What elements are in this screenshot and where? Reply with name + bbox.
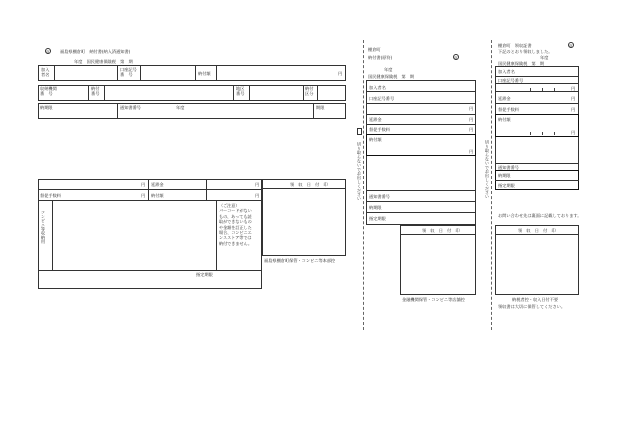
left-payment-number-label: 納付 番号 (91, 86, 100, 96)
middle-yen-3: 円 (469, 127, 474, 132)
middle-payment-amount-label: 納付額 (369, 137, 382, 142)
middle-tax-line: 国民健康保険税 第 期 (368, 74, 415, 79)
middle-town: 棚倉町 (368, 47, 381, 52)
left-account-number-label: 口座記号 番 号 (120, 67, 137, 77)
left-title: 福島県棚倉町 納付書(納入済通知書) (60, 49, 131, 54)
middle-cut-mark (357, 128, 362, 135)
middle-cut-vertical: 切り取らないでお出しください (357, 142, 362, 201)
right-seal-icon: 収 (569, 44, 573, 48)
left-due-date-label: 納期限 (40, 105, 53, 110)
right-notice-number-label: 通知書番号 (498, 165, 519, 170)
middle-ledger-stamp-box (400, 225, 476, 295)
right-supervisory-fee-label: 督促手数料 (498, 107, 519, 112)
middle-receipt-title: 納付書(原符) (368, 55, 393, 60)
middle-due-date-label: 納期限 (369, 205, 382, 210)
right-yen-4: 円 (571, 130, 576, 135)
left-row3 (38, 103, 346, 119)
left-year-label: 年度 (176, 105, 185, 110)
left-overdue-fee-label: 延滞金 (151, 182, 164, 187)
middle-account-number-label: 口座記号番号 (369, 96, 395, 101)
right-account-number-label: 口座記号番号 (498, 78, 524, 83)
left-ledger-label: 領 収 日 付 印 (290, 182, 328, 187)
left-yen-5: 円 (255, 193, 260, 198)
middle-year-line: 年度 (384, 67, 393, 72)
left-supervisory-fee-label: 督促手数料 (40, 193, 61, 198)
right-overdue-fee-label: 延滞金 (498, 96, 511, 101)
left-payment-amount-label: 納付額 (198, 71, 211, 76)
right-year: 年度 (540, 55, 549, 60)
left-footer-bank: 福島県棚倉町保管・コンビニ等本部控 (264, 258, 336, 263)
left-convenience-vertical-label: コンビニ等収納用 (41, 210, 46, 244)
middle-designated-date-label: 指定期限 (369, 216, 386, 221)
right-ledger-label: 領 収 日 付 印 (518, 228, 556, 233)
right-footer-line1: 納税者控・収入日付不要 (512, 297, 559, 302)
cut-line-left (363, 40, 364, 330)
left-designated-date-label: 指定期限 (196, 272, 213, 277)
middle-seal-icon: 収 (454, 56, 458, 60)
middle-subscriber-name-label: 加入者名 (369, 85, 386, 90)
right-payment-amount-label: 納付額 (498, 117, 511, 122)
right-footer-line2: 領収書は大切に保管してください。 (498, 304, 566, 309)
left-ledger-stamp-box (262, 179, 346, 256)
left-payment-category-label: 納付 区分 (305, 86, 314, 96)
left-total-amount-label: 納付額 (151, 193, 164, 198)
middle-yen-2: 円 (469, 117, 474, 122)
middle-notice-number-label: 通知書番号 (369, 194, 390, 199)
right-cut-vertical: 切り取らないでお出しください (485, 140, 490, 199)
left-row2 (38, 85, 346, 101)
left-yen-1: 円 (338, 71, 343, 76)
left-seal-icon: 収 (46, 50, 50, 54)
middle-overdue-fee-label: 延滞金 (369, 117, 382, 122)
left-ward-number-label: 地区 番号 (236, 86, 245, 96)
cut-line-right (491, 40, 492, 330)
left-year-line: 年度 国民健康保険税 第 期 (74, 59, 133, 64)
left-row1 (38, 65, 346, 81)
right-yen-3: 円 (571, 107, 576, 112)
left-subscriber-name-label: 加入 者名 (41, 67, 50, 77)
right-ledger-stamp-box (495, 225, 579, 295)
middle-yen-1: 円 (469, 106, 474, 111)
middle-footer: 金融機関保管・コンビニ等店舗控 (402, 297, 465, 302)
right-yen-2: 円 (571, 96, 576, 101)
middle-ledger-label: 領 収 日 付 印 (422, 228, 460, 233)
right-inquiry: お問い合わせ先は裏面に記載しております。 (498, 213, 582, 218)
left-yen-2: 円 (141, 182, 146, 187)
right-town: 棚倉町 領収証書 (498, 43, 532, 48)
left-yen-4: 円 (141, 193, 146, 198)
right-due-date-label: 納期限 (498, 173, 511, 178)
left-yen-3: 円 (255, 182, 260, 187)
left-notice-number-label: 通知書番号 (120, 105, 141, 110)
middle-yen-4: 円 (469, 149, 474, 154)
middle-payment-amount-box (366, 134, 476, 156)
middle-supervisory-fee-label: 督促手数料 (369, 127, 390, 132)
right-received-note: 下記のとおり領収しました。 (498, 49, 553, 54)
right-yen-1: 円 (571, 86, 576, 91)
right-subscriber-name-label: 加入者名 (498, 69, 515, 74)
left-deadline-label: 期限 (316, 105, 325, 110)
left-notes: （ご注意） バーコードがない もの、あっても読 取ができないもの や金額を訂正した 場合、コンビニエ ンスストア等では 納付できません。 (219, 203, 252, 246)
right-tax-line: 国民健康保険税 第 期 (498, 61, 545, 66)
left-bank-branch-label: 収納機関 番 号 (40, 86, 57, 96)
right-designated-date-label: 指定期限 (498, 183, 515, 188)
